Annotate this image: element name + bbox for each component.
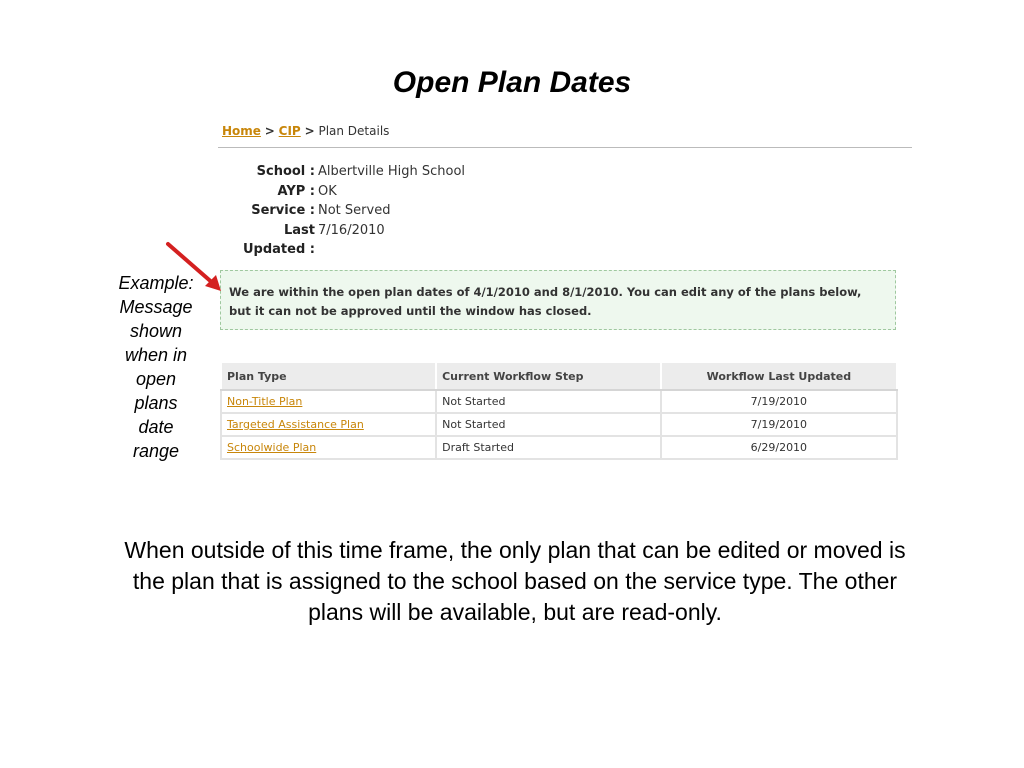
plan-link-targeted-assistance[interactable]: Targeted Assistance Plan: [227, 418, 364, 431]
example-line: date: [138, 417, 174, 437]
workflow-step-cell: Not Started: [436, 413, 661, 436]
workflow-step-cell: Draft Started: [436, 436, 661, 459]
breadcrumb-current: Plan Details: [318, 124, 390, 138]
detail-row-school: [218, 162, 465, 182]
column-header-workflow-step[interactable]: Current Workflow Step: [436, 362, 661, 390]
school-label: School :: [256, 164, 315, 179]
example-line: Example:: [118, 273, 194, 293]
example-line: range: [132, 441, 180, 461]
ayp-value: OK: [318, 183, 337, 199]
example-line: plans: [134, 393, 178, 413]
table-header-row: [221, 362, 897, 390]
detail-row-last-updated: [218, 221, 465, 257]
last-updated-cell: 6/29/2010: [661, 436, 897, 459]
detail-row-ayp: [218, 182, 465, 202]
plan-link-schoolwide[interactable]: Schoolwide Plan: [227, 441, 317, 454]
plan-link-non-title[interactable]: Non-Title Plan: [227, 395, 303, 408]
breadcrumb: [222, 124, 389, 138]
table-row: [221, 390, 897, 413]
table-row: [221, 436, 897, 459]
workflow-step-cell: Not Started: [436, 390, 661, 413]
service-label: Service :: [251, 203, 315, 218]
example-line: when in: [124, 345, 188, 365]
slide-title: Open Plan Dates: [392, 66, 632, 99]
slide-footer-text: When outside of this time frame, the only plan that can be edited or moved is the plan that is assigned to the school based on the service type. The other plans will be available, but are read-only.: [124, 537, 906, 625]
column-header-plan-type[interactable]: Plan Type: [221, 362, 436, 390]
school-value: Albertville High School: [318, 164, 466, 179]
breadcrumb-cip-link[interactable]: CIP: [278, 124, 301, 138]
last-updated-cell: 7/19/2010: [661, 413, 897, 436]
column-header-last-updated[interactable]: Workflow Last Updated: [661, 362, 897, 390]
last-updated-label: Last Updated :: [242, 222, 315, 257]
breadcrumb-home-link[interactable]: Home: [222, 124, 261, 138]
last-updated-value: 7/16/2010: [318, 222, 385, 238]
example-line: shown: [129, 321, 183, 341]
breadcrumb-separator: >: [304, 124, 315, 138]
header-divider: [218, 147, 912, 148]
ayp-label: AYP :: [277, 183, 315, 199]
example-line: Message: [119, 297, 193, 317]
breadcrumb-separator: >: [264, 124, 275, 138]
open-plan-message: We are within the open plan dates of 4/1/2010 and 8/1/2010. You can edit any of the plans below, but it can not be approved until the window has closed.: [220, 270, 896, 330]
plan-details: [218, 162, 466, 257]
table-row: [221, 413, 897, 436]
detail-row-service: [218, 201, 465, 221]
last-updated-cell: 7/19/2010: [661, 390, 897, 413]
service-value: Not Served: [318, 203, 391, 218]
plans-table: [220, 361, 898, 460]
example-callout: [110, 271, 202, 463]
app-screenshot: [218, 118, 912, 470]
example-line: open: [135, 369, 177, 389]
